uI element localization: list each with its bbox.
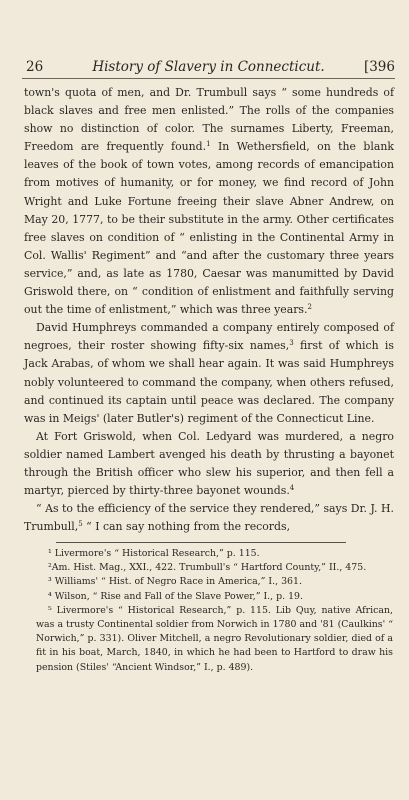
footnote-marker: 2	[307, 303, 312, 312]
footnotes	[36, 547, 393, 675]
footnote: ⁵ Livermore's “ Historical Research,” p. 115. Lib Quy, native African, was a trusty Continental soldier from Norwich in 1780 and '81 (Caulkins' “ Norwich,” p. 331). Oliver Mitchell, a negro Revolutionary soldier, died of a fit in his boat, March, 1840, in which he had been to Hartford to draw his pension (Stiles' “Ancient Windsor,” I., p. 489).	[36, 604, 393, 673]
text-run: At Fort Griswold, when Col. Ledyard was murdered, a negro soldier named Lambert avenged his death by thrusting a bayonet through the British officer who slew his superior, and then fell a martyr, pierced by thirty-three bayonet wounds.	[24, 429, 394, 498]
bracket-page-ref: [396	[363, 59, 395, 75]
paragraph	[24, 84, 394, 319]
text-run: “ I can say nothing from the records,	[82, 520, 291, 534]
running-header	[22, 58, 395, 76]
text-run: David Humphreys commanded a company entirely composed of negroes, their roster showing fifty-six names,	[24, 321, 394, 353]
footnote-marker: 1	[206, 140, 211, 149]
footnote: ¹ Livermore's “ Historical Research,” p. 115.	[48, 548, 260, 559]
footnote-rule	[56, 542, 346, 543]
footnote-marker: 4	[289, 484, 295, 493]
header-rule	[22, 78, 395, 79]
paragraph	[24, 500, 394, 536]
page-number: 26	[26, 59, 44, 75]
footnote: ³ Williams' “ Hist. of Negro Race in America,” I., 361.	[48, 576, 302, 588]
text-run: first of which is Jack Arabas, of whom we shall hear again. It was said Humphreys nobly volunteered to command the company, when others refused, and continued its captain until peace was declared. The company was in Meigs' (later Butler's) regiment of the Connecticut Line.	[24, 339, 395, 425]
text-run: town's quota of men, and Dr. Trumbull says “ some hundreds of black slaves and free men enlisted.” The rolls of the companies show no distinction of color. The surnames Liberty, Freeman, Freedom are frequently found.	[24, 86, 394, 154]
paragraph	[24, 428, 394, 500]
running-title: History of Slavery in Connecticut.	[92, 59, 325, 75]
footnote: ²Am. Hist. Mag., XXI., 422. Trumbull's “ Hartford County,” II., 475.	[48, 562, 367, 574]
footnote: ⁴ Wilson, “ Rise and Fall of the Slave Power,” I., p. 19.	[48, 590, 303, 602]
footnote-marker: 5	[78, 520, 83, 529]
text-run: In Wethersfield, on the blank leaves of the book of town votes, among records of emancipation from motives of humanity, or for money, we find record of John Wright and Luke Fortune freeing their slave Abner Andrew, on May 20, 1777, to be their substitute in the army. Other certificates free slaves on condition of “ enlisting in the Continental Army in Col. Wallis' Regiment” and “and after the customary three years service,” and, as late as 1780, Caesar was manumitted by David Griswold there, on “ condition of enlistment and faithfully serving out the time of enlistment,” which was three years.	[24, 140, 394, 317]
footnote-marker: 3	[289, 339, 294, 348]
body-text	[24, 84, 394, 536]
paragraph	[24, 319, 394, 428]
text-run: “ As to the efficiency of the service they rendered,” says Dr. J. H. Trumbull,	[24, 502, 394, 534]
